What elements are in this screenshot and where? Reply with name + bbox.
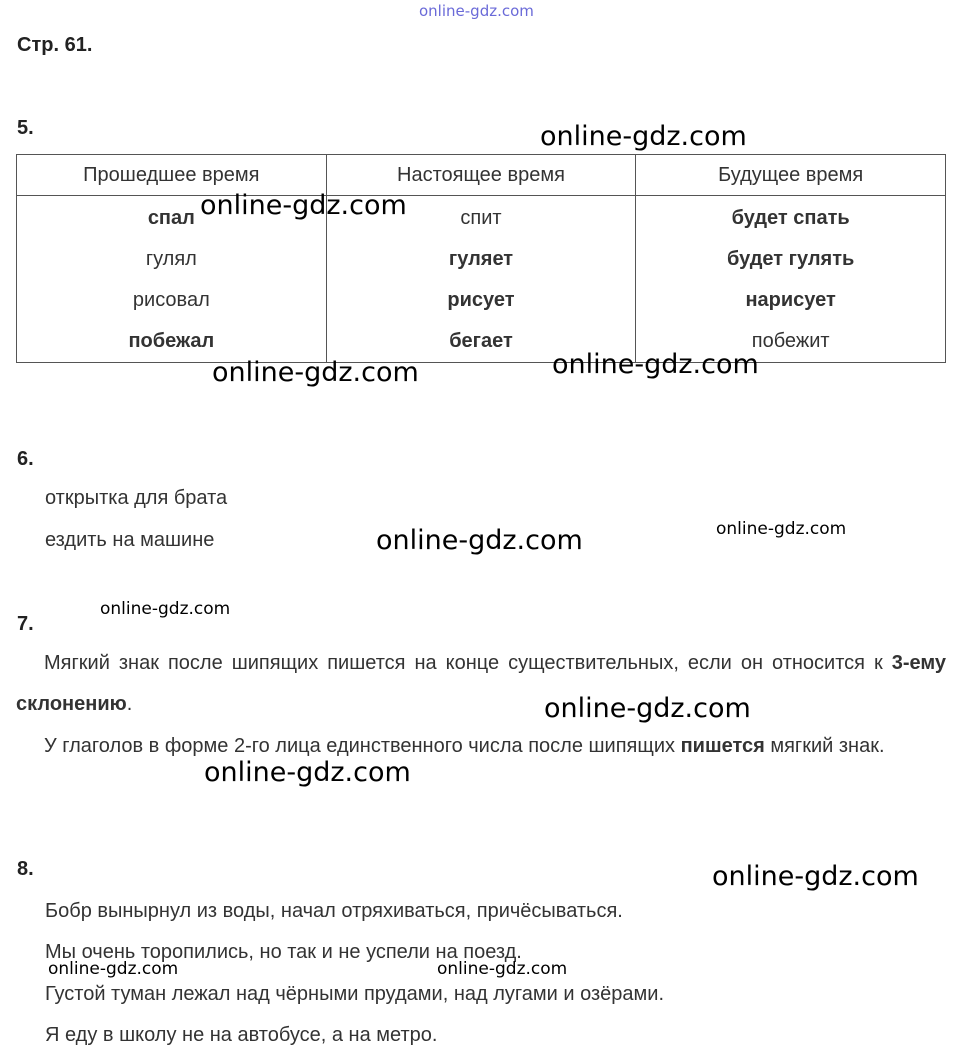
task8-line-2: Мы очень торопились, но так и не успели на поезд. <box>45 941 522 963</box>
watermark-3: online-gdz.com <box>552 349 759 380</box>
watermark-7: online-gdz.com <box>100 599 231 619</box>
task8-number: 8. <box>17 858 34 880</box>
tense-table-row <box>17 239 946 280</box>
task7-p2-text: У глаголов в форме 2-го лица единственного числа после шипящих <box>44 735 681 757</box>
tense-table-cell: гуляет <box>326 239 636 280</box>
tense-table-cell: спал <box>17 196 327 240</box>
watermark-top: online-gdz.com <box>419 2 534 20</box>
tense-table-cell: рисует <box>326 280 636 321</box>
task6-line-1: открытка для брата <box>45 487 228 509</box>
watermark-8: online-gdz.com <box>544 693 751 724</box>
page-label: Стр. 61. <box>17 34 93 56</box>
task8-line-4: Я еду в школу не на автобусе, а на метро. <box>45 1024 438 1046</box>
tense-table-cell: побежит <box>636 321 946 363</box>
task6-number: 6. <box>17 448 34 470</box>
header-past: Прошедшее время <box>17 155 327 196</box>
tense-table-cell: бегает <box>326 321 636 363</box>
tense-table-header <box>17 155 946 196</box>
task6-line-2: ездить на машине <box>45 529 215 551</box>
header-future: Будущее время <box>636 155 946 196</box>
watermark-2: online-gdz.com <box>200 190 407 221</box>
watermark-5: online-gdz.com <box>716 519 847 539</box>
tense-table-cell: рисовал <box>17 280 327 321</box>
task7-p2-bold: пишется <box>680 735 765 757</box>
tense-table-row <box>17 280 946 321</box>
watermark-10: online-gdz.com <box>712 861 919 892</box>
task7-number: 7. <box>17 613 34 635</box>
tense-table-row <box>17 196 946 240</box>
watermark-12: online-gdz.com <box>437 959 568 979</box>
watermark-4: online-gdz.com <box>212 357 419 388</box>
tense-table-cell: побежал <box>17 321 327 363</box>
tense-table-row <box>17 321 946 363</box>
watermark-9: online-gdz.com <box>204 757 411 788</box>
task8-line-3: Густой туман лежал над чёрными прудами, над лугами и озёрами. <box>45 983 665 1005</box>
tense-table <box>16 154 946 363</box>
task7-paragraph-2 <box>16 726 946 767</box>
tense-table-cell: спит <box>326 196 636 240</box>
header-present: Настоящее время <box>326 155 636 196</box>
tense-table-cell: будет спать <box>636 196 946 240</box>
watermark-6: online-gdz.com <box>376 525 583 556</box>
task7-p1-end: . <box>126 693 133 715</box>
tense-table-cell: гулял <box>17 239 327 280</box>
tense-table-cell: будет гулять <box>636 239 946 280</box>
task7-paragraph-1 <box>16 643 946 725</box>
task7-p1-bold: 3-ему склонению <box>16 652 946 715</box>
task7-p2-end: мягкий знак. <box>764 735 885 757</box>
task8-line-1: Бобр вынырнул из воды, начал отряхиваться, причёсываться. <box>45 900 623 922</box>
task7-p1-text: Мягкий знак после шипящих пишется на конце существительных, если он относится к <box>44 652 892 674</box>
task5-number: 5. <box>17 117 34 139</box>
tense-table-cell: нарисует <box>636 280 946 321</box>
watermark-11: online-gdz.com <box>48 959 179 979</box>
watermark-1: online-gdz.com <box>540 121 747 152</box>
tense-table-body <box>17 196 946 363</box>
